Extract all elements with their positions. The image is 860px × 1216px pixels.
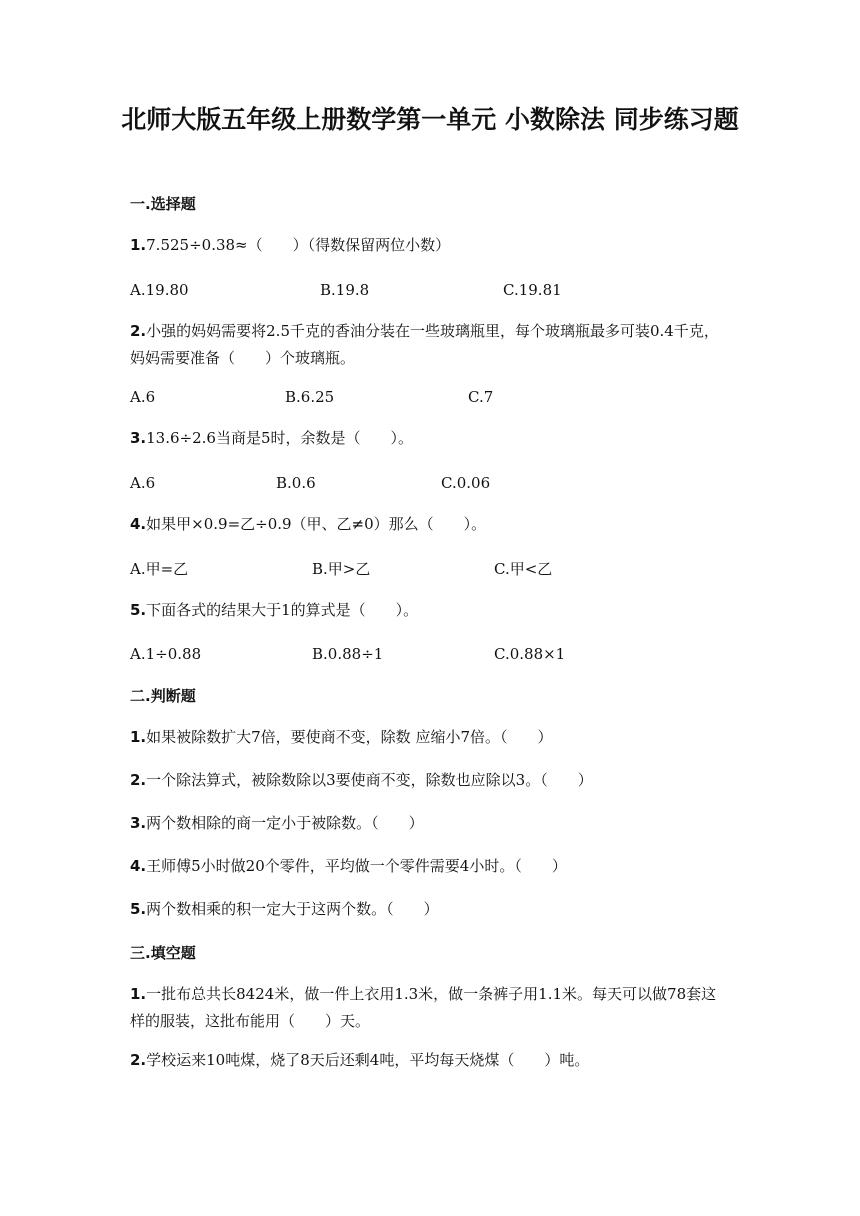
fill-question-2 [130, 1047, 730, 1074]
question-text: 学校运来10吨煤，烧了8天后还剩4吨，平均每天烧煤（ ）吨。 [146, 1051, 590, 1069]
choice-3-option-c: C.0.06 [441, 474, 491, 492]
choice-1-option-a: A.19.80 [130, 281, 189, 299]
question-number: 3. [130, 814, 147, 832]
section-heading-fill: 三.填空题 [130, 944, 196, 962]
question-text: 7.525÷0.38≈（ ）（得数保留两位小数） [146, 236, 451, 254]
question-text: 两个数相除的商一定小于被除数。（ ） [146, 814, 424, 832]
judge-question-4 [130, 853, 730, 880]
question-text: 13.6÷2.6当商是5时，余数是（ ）。 [146, 429, 414, 447]
judge-question-1 [130, 724, 730, 751]
choice-3-option-a: A.6 [130, 474, 156, 492]
choice-question-4 [130, 511, 730, 538]
question-text: 小强的妈妈需要将2.5千克的香油分装在一些玻璃瓶里，每个玻璃瓶最多可装0.4千克，妈妈需要准备（ ）个玻璃瓶。 [130, 322, 719, 367]
choice-question-2 [130, 318, 730, 372]
judge-question-2 [130, 767, 730, 794]
question-text: 两个数相乘的积一定大于这两个数。（ ） [146, 900, 439, 918]
choice-3-option-b: B.0.6 [276, 474, 316, 492]
question-number: 2. [130, 1051, 147, 1069]
question-number: 1. [130, 985, 147, 1003]
question-number: 2. [130, 322, 147, 340]
choice-4-option-b: B.甲>乙 [312, 560, 371, 578]
choice-question-1 [130, 232, 730, 259]
question-number: 1. [130, 236, 147, 254]
question-number: 4. [130, 857, 147, 875]
choice-2-option-b: B.6.25 [285, 388, 335, 406]
choice-1-option-b: B.19.8 [320, 281, 370, 299]
question-text: 下面各式的结果大于1的算式是（ ）。 [146, 601, 419, 619]
fill-question-1 [130, 981, 730, 1035]
section-heading-choice: 一.选择题 [130, 195, 196, 213]
choice-5-option-b: B.0.88÷1 [312, 645, 384, 663]
choice-2-option-c: C.7 [468, 388, 494, 406]
question-text: 一批布总共长8424米，做一件上衣用1.3米，做一条裤子用1.1米。每天可以做78套这样的服装，这批布能用（ ）天。 [130, 985, 717, 1030]
question-number: 2. [130, 771, 147, 789]
question-text: 如果被除数扩大7倍，要使商不变，除数 应缩小7倍。（ ） [146, 728, 553, 746]
question-text: 一个除法算式，被除数除以3要使商不变，除数也应除以3。（ ） [146, 771, 593, 789]
question-number: 5. [130, 601, 147, 619]
question-number: 5. [130, 900, 147, 918]
question-text: 如果甲×0.9=乙÷0.9（甲、乙≠0）那么（ ）。 [146, 515, 487, 533]
choice-1-option-c: C.19.81 [503, 281, 562, 299]
choice-question-5 [130, 597, 730, 624]
judge-question-3 [130, 810, 730, 837]
judge-question-5 [130, 896, 730, 923]
section-heading-judge: 二.判断题 [130, 687, 196, 705]
choice-4-option-c: C.甲<乙 [494, 560, 553, 578]
page-title: 北师大版五年级上册数学第一单元 小数除法 同步练习题 [121, 105, 739, 134]
question-text: 王师傅5小时做20个零件，平均做一个零件需要4小时。（ ） [146, 857, 567, 875]
choice-2-option-a: A.6 [130, 388, 156, 406]
question-number: 1. [130, 728, 147, 746]
question-number: 3. [130, 429, 147, 447]
question-number: 4. [130, 515, 147, 533]
choice-question-3 [130, 425, 730, 452]
choice-5-option-c: C.0.88×1 [494, 645, 566, 663]
choice-4-option-a: A.甲=乙 [130, 560, 189, 578]
choice-5-option-a: A.1÷0.88 [130, 645, 202, 663]
